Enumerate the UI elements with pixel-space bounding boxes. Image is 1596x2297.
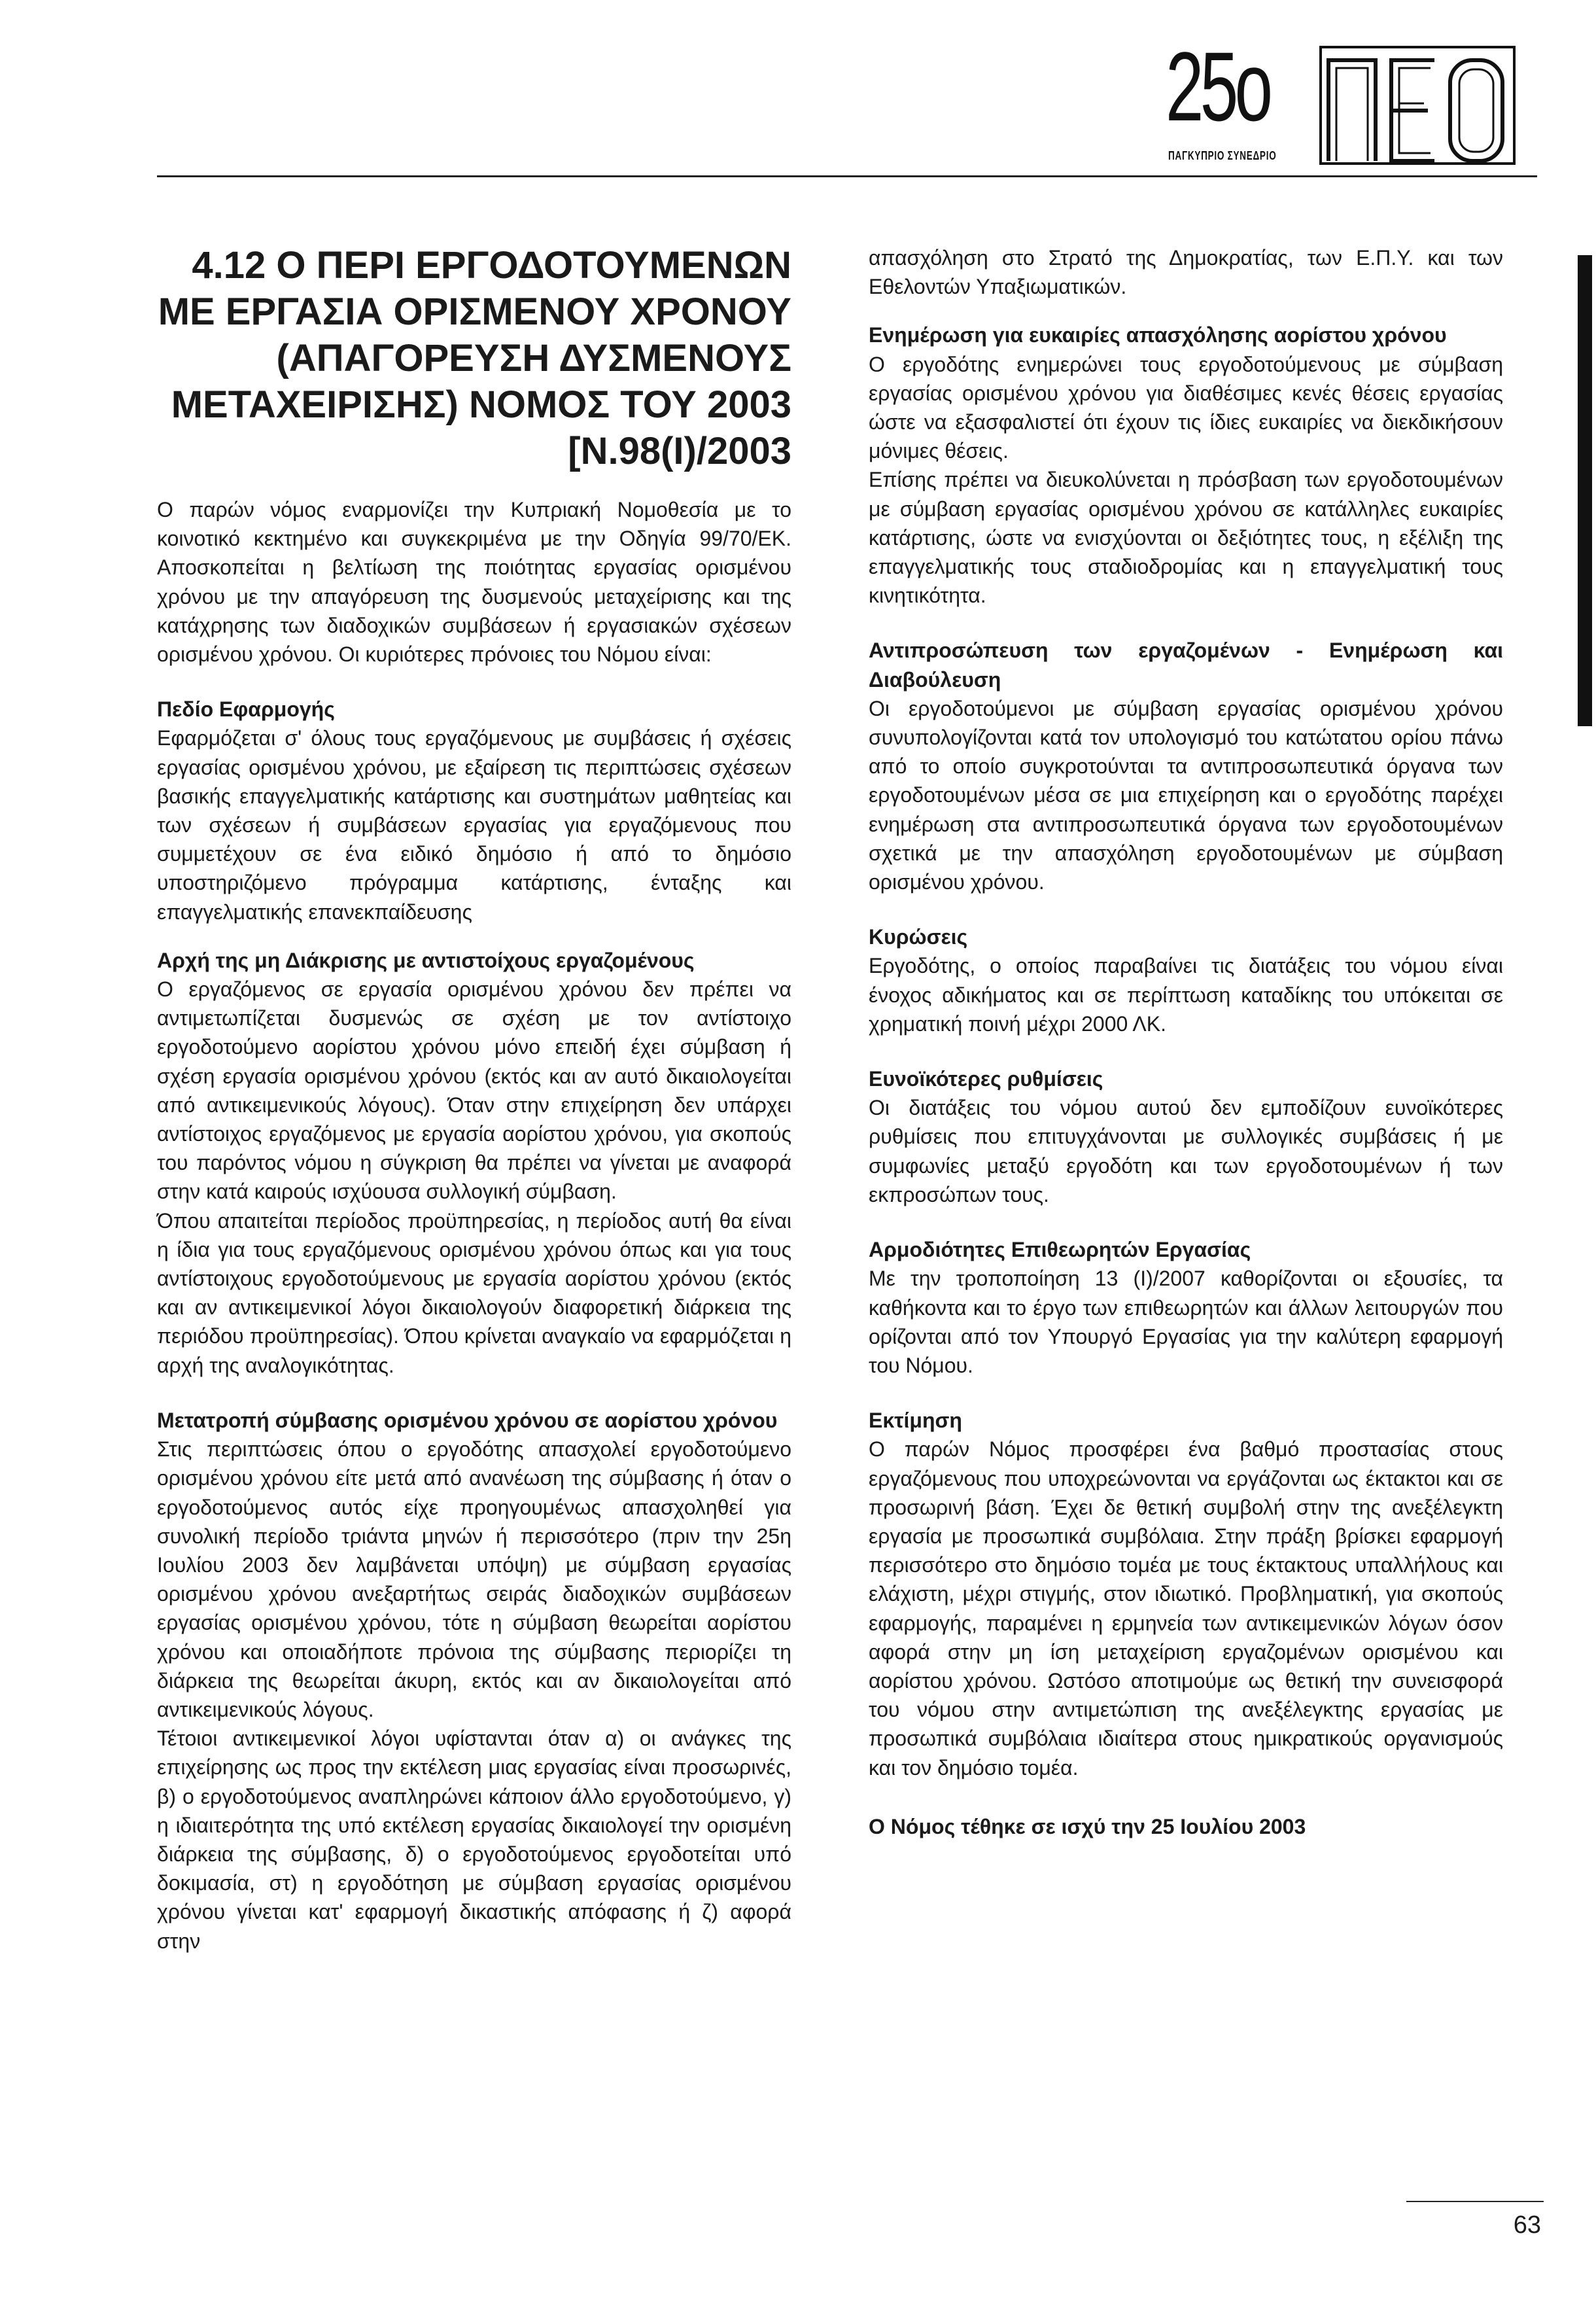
section-text: Με την τροποποίηση 13 (Ι)/2007 καθορίζονται οι εξουσίες, τα καθήκοντα και το έργο των επιθεωρητών και άλλων λειτουργών που ορίζονται από τον Υπουργό Εργασίας για την καλύτερη εφαρμογή του Νόμου. xyxy=(869,1267,1503,1377)
section-text: Ο εργαζόμενος σε εργασία ορισμένου χρόνου δεν πρέπει να αντιμετωπίζεται δυσμενώς σε σχέση με τον αντίστοιχο εργοδοτούμενο αορίστου χρόνου μόνο επειδή έχει σύμβαση ή σχέση εργασία ορισμένου χρόνου (εκτός και αν αυτό δικαιολογείται από αντικειμενικούς λόγους). Όταν στην επιχείρηση δεν υπάρχει αντίστοιχος εργαζόμενος με εργασία αορίστου χρόνου, για σκοπούς του παρόντος νόμου η σύγκριση θα πρέπει να γίνεται με αναφορά στην κατά καιρούς ισχύουσα συλλογική σύμβαση. xyxy=(157,977,791,1204)
intro-paragraph: Ο παρών νόμος εναρμονίζει την Κυπριακή Νομοθεσία με το κοινοτικό κεκτημένο και συγκεκριμένα με την Οδηγία 99/70/ΕΚ. Αποσκοπείται η βελτίωση της ποιότητας εργασίας ορισμένου χρόνου με την απαγόρευση της δυσμενούς μεταχείρισης και της κατάχρησης των διαδοχικών συμβάσεων ή εργασιακών σχέσεων ορισμένου χρόνου. Οι κυριότερες πρόνοιες του Νόμου είναι: xyxy=(157,498,791,667)
section-penalties xyxy=(869,922,1503,1038)
section-heading: Κυρώσεις xyxy=(869,925,968,949)
article-title xyxy=(157,242,791,474)
title-line: ΜΕ ΕΡΓΑΣΙΑ ΟΡΙΣΜΕΝΟΥ ΧΡΟΝΟΥ xyxy=(158,290,791,333)
title-line: ΜΕΤΑΧΕΙΡΙΣΗΣ) ΝΟΜΟΣ ΤΟΥ 2003 xyxy=(171,383,791,426)
section-assessment xyxy=(869,1406,1503,1782)
section-heading: Ευνοϊκότερες ρυθμίσεις xyxy=(869,1067,1103,1091)
section-text: Οι διατάξεις του νόμου αυτού δεν εμποδίζουν ευνοϊκότερες ρυθμίσεις που επιτυγχάνονται με συλλογικές συμβάσεις ή με συμφωνίες μεταξύ εργοδότη και των εργοδοτουμένων ή των εκπροσώπων τους. xyxy=(869,1096,1503,1206)
title-line: [Ν.98(Ι)/2003 xyxy=(568,430,791,472)
logo-number: 25ο xyxy=(1166,31,1270,141)
title-line: (ΑΠΑΓΟΡΕΥΣΗ ΔΥΣΜΕΝΟΥΣ xyxy=(276,337,791,379)
section-heading: Αντιπροσώπευση των εργαζομένων - Ενημέρωση και Διαβούλευση xyxy=(869,639,1503,692)
section-text: Ο παρών Νόμος προσφέρει ένα βαθμό προστασίας στους εργαζόμενους που υποχρεώνονται να εργάζονται ως έκτακτοι και σε προσωρινή βάση. Έχει δε θετική συμβολή στην της ανεξέλεγκτη εργασία με προσωπικά συμβόλαια. Στην πράξη βρίσκει εφαρμογή περισσότερο στο δημόσιο τομέα με τους έκτακτους υπαλλήλους και ελάχιστη, μέχρι στιγμής, στον ιδιωτικό. Προβληματική, για σκοπούς εφαρμογής, παραμένει η ερμηνεία των αντικειμενικών λόγων όσον αφορά στην μη ίση μεταχείριση εργαζομένων ορισμένου και αορίστου χρόνου. Ωστόσο αποτιμούμε ως θετική την συνεισφορά του νόμου στην αντιμετώπιση της ανεξέλεγκτης εργασίας με προσωπικά συμβόλαια ιδιαίτερα στους ημικρατικούς οργανισμούς και τον δημόσιο τομέα. xyxy=(869,1437,1503,1780)
logo-subtitle: ΠΑΓΚΥΠΡΙΟ ΣΥΝΕΔΡΙΟ xyxy=(1168,149,1277,162)
section-representation xyxy=(869,636,1503,896)
section-non-discrimination xyxy=(157,946,791,1380)
page-edge-marker xyxy=(1578,255,1592,726)
logo-letters-graphic xyxy=(1319,46,1516,165)
right-column xyxy=(869,243,1503,1841)
section-text: Οι εργοδοτούμενοι με σύμβαση εργασίας ορισμένου χρόνου συνυπολογίζονται κατά τον υπολογισμό του κατώτατου ορίου πάνω από το οποίο συγκροτούνται τα αντιπροσωπευτικά όργανα των εργοδοτουμένων μέσα σε μια επιχείρηση και ο εργοδότης παρέχει ενημέρωση στα αντιπροσωπευτικά όργανα των εργοδοτουμένων σχετικά με την απασχόληση εργοδοτουμένων με σύμβαση ορισμένου χρόνου. xyxy=(869,696,1503,894)
section-text: Όπου απαιτείται περίοδος προϋπηρεσίας, η περίοδος αυτή θα είναι η ίδια για τους εργαζόμενους ορισμένου χρόνου όπως και για τους αντίστοιχους εργοδοτούμενους με εργασία αορίστου χρόνου (εκτός και αν αντικειμενικοί λόγοι δικαιολογούν διαφορετική διάρκεια της περιόδου προϋπηρεσίας). Όπου κρίνεται αναγκαίο να εφαρμόζεται η αρχή της αναλογικότητας. xyxy=(157,1208,791,1377)
section-text: Επίσης πρέπει να διευκολύνεται η πρόσβαση των εργοδοτουμένων με σύμβαση εργασίας ορισμένου χρόνου σε κατάλληλες ευκαιρίες κατάρτισης, ώστε να ενισχύονται οι δεξιότητες τους, η εξέλιξη της επαγγελματικής τους σταδιοδρομίας και η επαγγελματική τους κινητικότητα. xyxy=(869,468,1503,608)
section-heading: Μετατροπή σύμβασης ορισμένου χρόνου σε αορίστου χρόνου xyxy=(157,1408,778,1432)
title-line: 4.12 Ο ΠΕΡΙ ΕΡΓΟΔΟΤΟΥΜΕΝΩΝ xyxy=(192,244,791,287)
section-information xyxy=(869,321,1503,610)
section-inspectors xyxy=(869,1235,1503,1380)
section-text: Εφαρμόζεται σ' όλους τους εργαζόμενους με συμβάσεις ή σχέσεις εργασίας ορισμένου χρόνου, με εξαίρεση τις περιπτώσεις σχέσεων βασικής επαγγελματικής κατάρτισης και συστημάτων μαθητείας και των σχέσεων ή συμβάσεων εργασίας για εργαζόμενους που συμμετέχουν σε ένα ειδικό δημόσιο ή από το δημόσιο υποστηριζόμενο πρόγραμμα κατάρτισης, ένταξης και επαγγελματικής επανεκπαίδευσης xyxy=(157,726,791,924)
continued-text: απασχόληση στο Στρατό της Δημοκρατίας, των Ε.Π.Υ. και των Εθελοντών Υπαξιωματικών. xyxy=(869,246,1503,299)
section-scope xyxy=(157,695,791,926)
section-text: Ο εργοδότης ενημερώνει τους εργοδοτούμενους με σύμβαση εργασίας ορισμένου χρόνου για διαθέσιμες κενές θέσεις εργασίας ώστε να εξασφαλιστεί ότι έχουν τις ίδιες ευκαιρίες να διεκδικήσουν μόνιμες θέσεις. xyxy=(869,352,1503,463)
section-heading: Ενημέρωση για ευκαιρίες απασχόλησης αορίστου χρόνου xyxy=(869,323,1447,347)
section-heading: Εκτίμηση xyxy=(869,1409,962,1433)
section-heading: Αρμοδιότητες Επιθεωρητών Εργασίας xyxy=(869,1238,1251,1262)
conference-logo xyxy=(1166,31,1532,173)
section-favourable-provisions xyxy=(869,1064,1503,1209)
section-heading: Πεδίο Εφαρμογής xyxy=(157,697,335,722)
left-column xyxy=(157,242,791,1955)
page-number: 63 xyxy=(1513,2211,1541,2239)
footer-rule xyxy=(1406,2201,1544,2202)
section-text: Τέτοιοι αντικειμενικοί λόγοι υφίστανται όταν α) οι ανάγκες της επιχείρησης ως προς την εκτέλεση μιας εργασίας είναι προσωρινές, β) ο εργοδοτούμενος αναπληρώνει κάποιον άλλο εργοδοτούμενο, γ) η ιδιαιτερότητα της υπό εκτέλεση εργασίας δικαιολογεί την ορισμένη διάρκεια της σύμβασης, δ) ο εργοδοτούμενος εργοδοτείται υπό δοκιμασία, στ) η εργοδότηση με σύμβαση εργασίας ορισμένου χρόνου γίνεται κατ' εφαρμογή δικαστικής απόφασης ή ζ) αφορά στην xyxy=(157,1727,791,1953)
effective-date-note: Ο Νόμος τέθηκε σε ισχύ την 25 Ιουλίου 2003 xyxy=(869,1814,1306,1838)
section-heading: Αρχή της μη Διάκρισης με αντιστοίχους εργαζομένους xyxy=(157,948,695,972)
section-text: Εργοδότης, ο οποίος παραβαίνει τις διατάξεις του νόμου είναι ένοχος αδικήματος και σε περίπτωση καταδίκης του υπόκειται σε χρηματική ποινή μέχρι 2000 ΛΚ. xyxy=(869,954,1503,1036)
header-rule xyxy=(157,175,1537,177)
section-text: Στις περιπτώσεις όπου ο εργοδότης απασχολεί εργοδοτούμενο ορισμένου χρόνου είτε μετά από ανανέωση της σύμβασης ή όταν ο εργοδοτούμενος αυτός είχε προηγουμένως απασχοληθεί για συνολική περίοδο τριάντα μηνών ή περισσότερο (πριν την 25η Ιουλίου 2003 δεν λαμβάνεται υπόψη) με σύμβαση εργασίας ορισμένου χρόνου ανεξαρτήτως σειράς διαδοχικών συμβάσεων εργασίας ορισμένου χρόνου, τότε η σύμβαση θεωρείται αορίστου χρόνου και οποιαδήποτε πρόνοια της σύμβασης περιορίζει τη διάρκεια της θεωρείται άκυρη, εκτός και αν δικαιολογείται από αντικειμενικούς λόγους. xyxy=(157,1437,791,1721)
section-conversion xyxy=(157,1406,791,1955)
